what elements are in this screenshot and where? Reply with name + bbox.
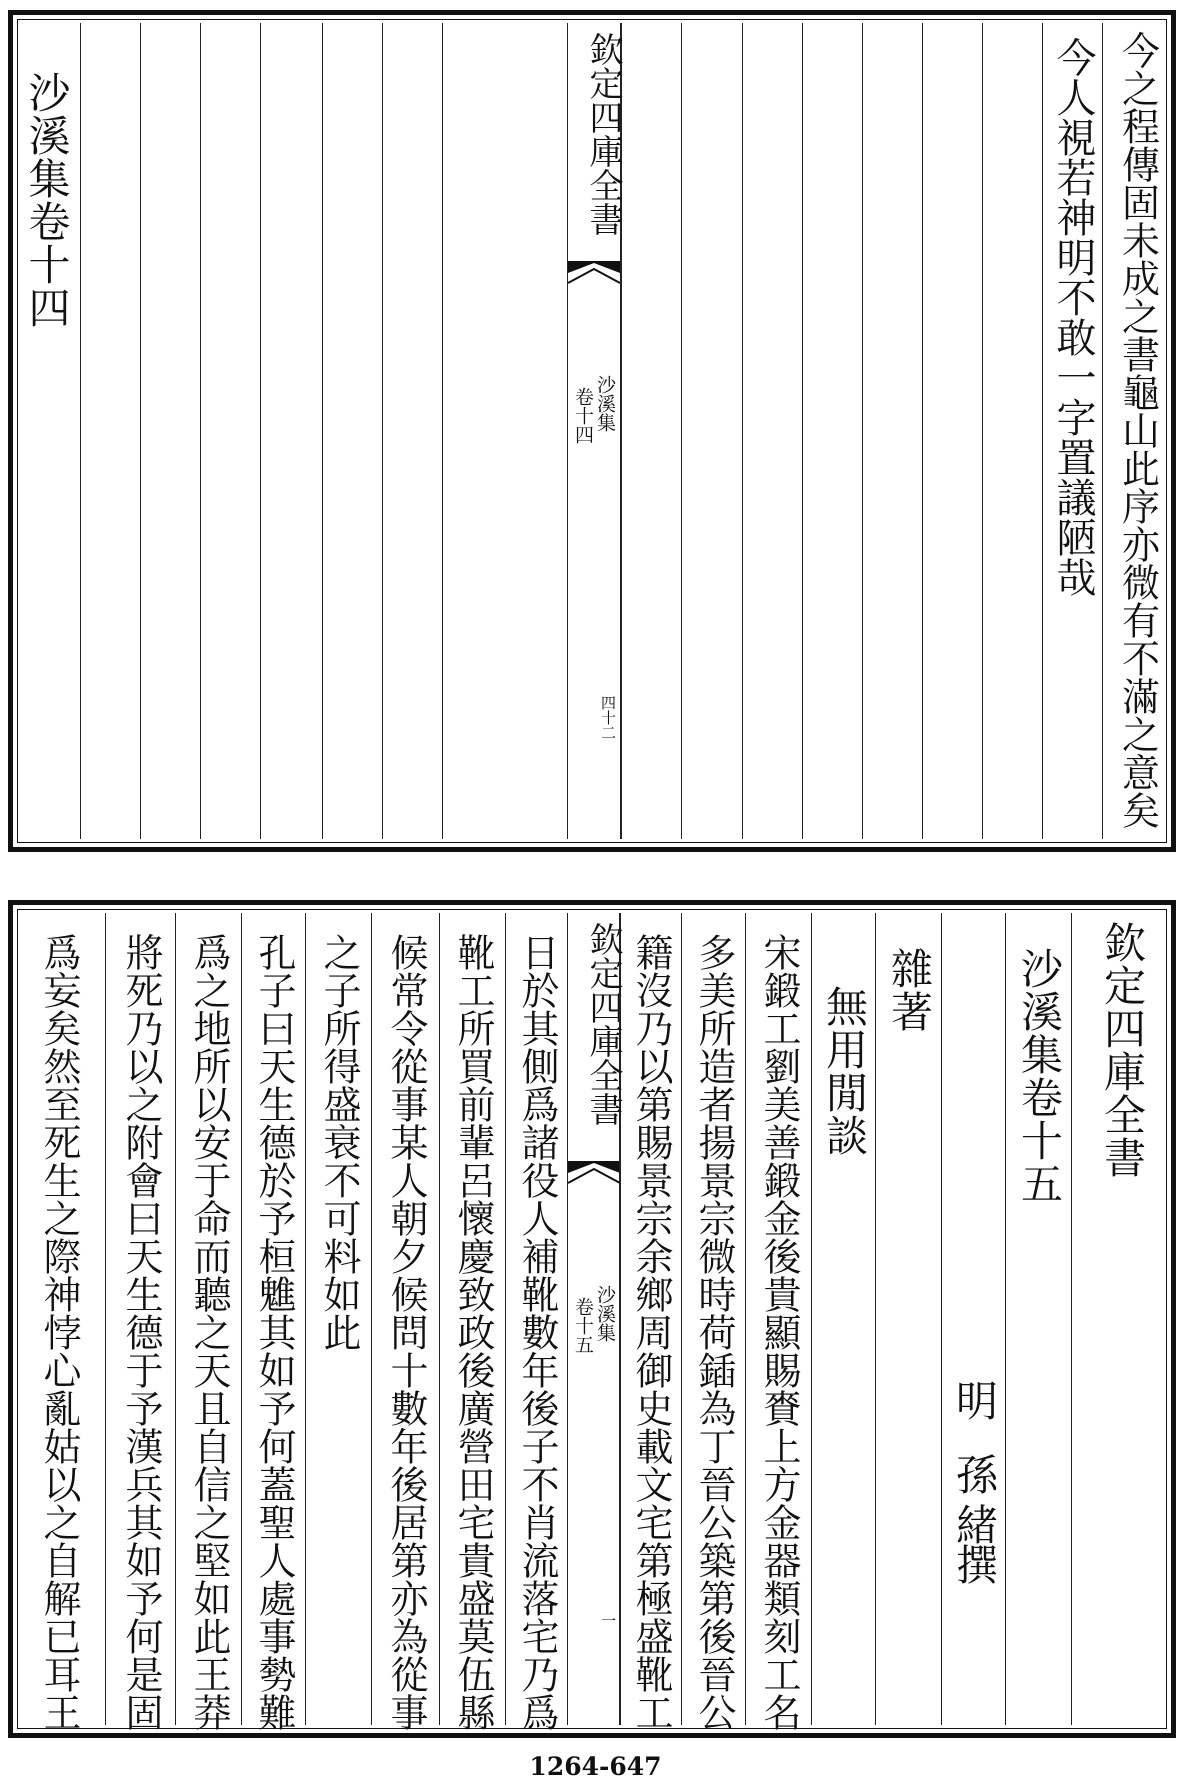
empty-column [200,23,261,839]
catalog-number: 1264-647 [529,1752,662,1781]
body-line-7 [305,913,372,1725]
fish-tail-mark [568,1161,620,1187]
body-line-8 [241,913,306,1731]
text-line: 靴工所買前輩呂懷慶致政後廣營田宅貴盛莫伍縣 [451,933,495,1731]
text-line: 之子所得盛衰不可料如此 [317,933,361,1351]
book-title: 沙溪集卷十五 [1015,947,1064,1205]
empty-column [80,23,141,839]
essay-title-column [811,913,876,1725]
text-line: 籍沒乃以第賜景宗余鄉周御史載文宅第極盛靴工 [629,933,673,1731]
center-volume: 卷十四 [572,387,594,444]
center-page-number: 四十二 [599,695,617,740]
book-title-column [1005,913,1072,1725]
empty-column [140,23,201,839]
empty-column [802,23,863,839]
text-line: 爲妄矣然至死生之際神悖心亂姑以之自解已耳王 [37,933,81,1731]
text-line: 多美所造者揚景宗微時荷鍤為丁晉公築第後晉公 [692,933,736,1731]
center-volume: 卷十五 [572,1297,594,1354]
center-fold [567,23,621,839]
section-title: 雜著 [885,947,934,1033]
author-role: 撰 [950,1543,999,1586]
text-line: 候常令從事某人朝夕候問十數年後居第亦為從事 [384,933,428,1731]
body-line-9 [175,913,242,1731]
body-line-5 [505,913,568,1731]
page-header: 欽定四庫全書 [1098,921,1147,1179]
fish-tail-mark [568,261,620,287]
body-line-6 [371,913,440,1731]
text-line: 爲之地所以安于命而聽之天且自信之堅如此王莽 [187,933,231,1731]
end-title-column [13,23,80,839]
text-line: 宋鍛工劉美善鍛金後貴顯賜賚上方金器類刻工名 [757,933,801,1731]
center-page-number: 一 [599,1613,617,1628]
center-title: 沙溪集 [594,1285,616,1342]
body-line-2 [681,913,746,1731]
running-head: 欽定四庫全書 [583,922,623,1126]
author-column [941,913,1006,1725]
author-name: 孫緒 [950,1453,999,1553]
body-line-4 [439,913,506,1731]
center-fold [567,913,621,1725]
body-line-3 [619,913,682,1731]
empty-column [862,23,923,839]
text-column-1 [1102,23,1172,839]
top-page [8,10,1176,852]
text-line: 孔子曰天生德於予桓魋其如予何蓋聖人處事勢難 [252,933,296,1731]
empty-column [382,23,443,839]
empty-column [322,23,383,839]
running-head: 欽定四庫全書 [583,32,623,236]
section-column [875,913,942,1725]
text-column-2 [1042,23,1103,839]
author-dynasty: 明 [950,1379,999,1422]
body-line-10 [105,913,176,1731]
empty-column [442,23,506,839]
header-column [1071,913,1172,1725]
text-line: 今人視若神明不敢一字置議陋哉 [1050,37,1096,597]
empty-column [621,23,682,839]
text-line: 將死乃以之附會曰天生德于予漢兵其如予何是固 [119,933,163,1731]
empty-column [982,23,1043,839]
empty-column [922,23,983,839]
text-line: 日於其側爲諸役人補靴數年後子不肖流落宅乃爲 [515,933,559,1731]
empty-column [742,23,803,839]
empty-column [260,23,323,839]
empty-column [681,23,743,839]
end-title: 沙溪集卷十四 [22,71,72,329]
essay-title: 無用閒談 [820,985,869,1157]
bottom-page [8,900,1176,1738]
body-line-11 [13,913,105,1731]
center-title: 沙溪集 [594,375,616,432]
body-line-1 [745,913,812,1731]
text-line: 今之程傳固未成之書龜山此序亦微有不滿之意矣 [1115,31,1160,829]
